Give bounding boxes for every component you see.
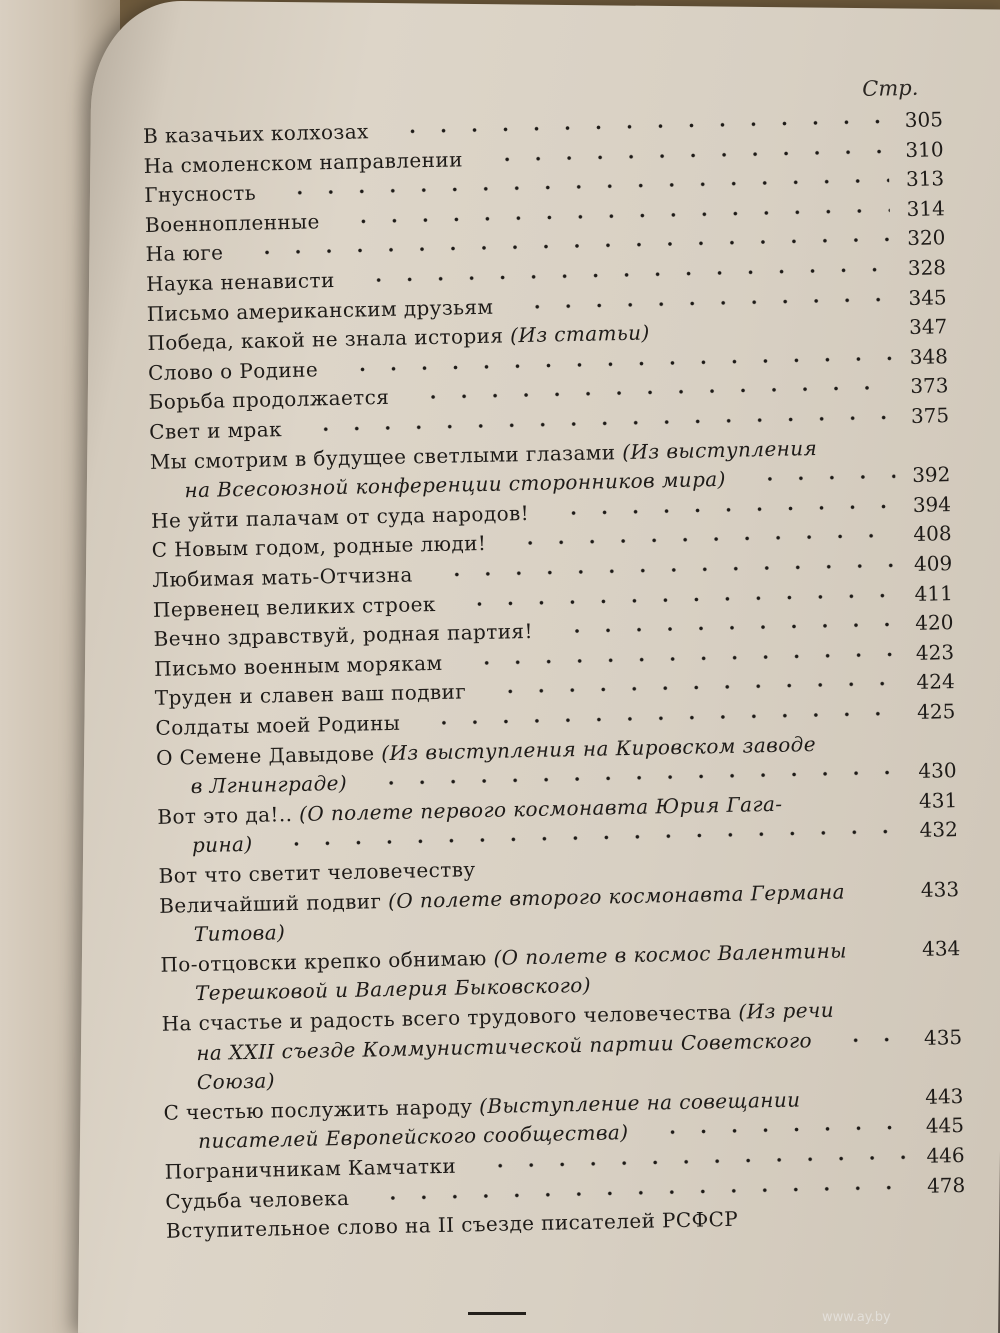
entry-page-number: 420 — [915, 610, 954, 636]
entry-continuation: рина) — [191, 832, 253, 858]
entry-title-text: Письмо американским друзьям — [146, 294, 494, 326]
dot-leader — [522, 297, 892, 309]
entry-page-number: 320 — [906, 225, 946, 251]
entry-title-text: Гнусность — [144, 180, 257, 208]
entry-subtitle: (Из речи — [731, 997, 835, 1024]
dot-leader — [429, 711, 901, 725]
entry-page-number: 314 — [906, 196, 946, 221]
dot-leader — [840, 1037, 907, 1042]
entry-title-text: Мы смотрим в будущее светлыми глазами — [149, 439, 616, 474]
entry-page-number: 446 — [926, 1143, 965, 1168]
entry-title-text: В казачьих колхозах — [142, 119, 369, 148]
entry-title-text: Любимая мать-Отчизна — [152, 562, 413, 592]
entry-title-text: На смоленском направлении — [143, 146, 464, 178]
dot-leader — [657, 1126, 909, 1135]
entry-title-text: Вот что светит человечеству — [158, 857, 476, 888]
dot-leader — [281, 830, 903, 847]
entry-page-number: 347 — [908, 314, 948, 340]
entry-page-number: 411 — [914, 580, 954, 606]
entry-page-number: 435 — [923, 1024, 963, 1050]
entry-page-number: 310 — [905, 136, 944, 162]
watermark: www.ay.by — [822, 1310, 891, 1325]
dot-leader — [491, 149, 888, 161]
entry-title — [143, 117, 369, 151]
dot-leader — [558, 504, 896, 515]
entry-title-text: На юге — [145, 240, 224, 267]
dot-leader — [515, 534, 897, 546]
entry-continuation: в Лгнинграде) — [190, 771, 348, 799]
entry-page-number: 394 — [912, 491, 952, 517]
entry-page-number: 434 — [921, 935, 961, 961]
entry-title-text: По-отцовски крепко обнимаю — [160, 945, 487, 977]
entry-page-number: 313 — [905, 166, 945, 192]
dot-leader — [464, 593, 898, 606]
dot-leader — [376, 770, 902, 785]
entry-title-text: О Семене Давыдове — [155, 740, 375, 770]
entry-continuation: Терешковой и Валерия Быковского) — [194, 973, 592, 1006]
dot-leader — [363, 267, 891, 282]
entry-page-number: 375 — [910, 403, 950, 428]
dot-leader — [495, 682, 900, 694]
entry-page-number: 305 — [904, 107, 944, 133]
entry-page-number: 392 — [911, 462, 951, 488]
entry-page-number: 424 — [916, 669, 955, 695]
entry-subtitle: (О полете в космос Валентины — [486, 938, 848, 970]
entry-page-number: 425 — [916, 699, 956, 724]
entry-title — [144, 179, 256, 210]
entry-title — [149, 415, 282, 447]
entry-title-text: С Новым годом, родные люди! — [151, 531, 487, 563]
entry-title-text: Величайший подвиг — [158, 888, 382, 918]
entry-title — [146, 266, 335, 299]
page-column-header: Стр. — [862, 75, 919, 101]
entry-title-text: Письмо военным морякам — [153, 650, 443, 681]
entry-title — [145, 239, 223, 270]
entry-page-number: 478 — [926, 1172, 966, 1198]
footer-rule — [468, 1312, 526, 1315]
entry-page-number: 430 — [918, 758, 957, 784]
dot-leader — [285, 179, 890, 196]
entry-continuation: Титова) — [193, 920, 286, 947]
entry-title-text: Слово о Родине — [147, 357, 319, 385]
entry-title-text: Вечно здравствуй, родная партия! — [153, 619, 534, 652]
entry-title-text: Судьба человека — [165, 1185, 350, 1214]
dot-leader — [347, 356, 893, 371]
entry-continuation: на Всесоюзной конференции сторонников мира) — [184, 467, 727, 503]
entry-title-text: Пограничникам Камчатки — [164, 1153, 457, 1184]
entry-subtitle: (Из статьи) — [503, 320, 650, 348]
entry-page-number: 345 — [908, 284, 947, 310]
entry-title — [155, 709, 400, 743]
entry-subtitle: (Выступление на совещании — [472, 1087, 801, 1119]
entry-page-number: 423 — [915, 639, 955, 665]
entry-title-text: Свет и мрак — [149, 417, 283, 444]
entry-title-text: С честью послужить народу — [163, 1094, 473, 1125]
dot-leader — [471, 652, 899, 665]
entry-continuation: на XXII съезде Коммунистической партии Советского — [196, 1027, 813, 1065]
dot-leader — [418, 386, 894, 400]
entry-title — [148, 355, 319, 388]
dot-leader — [561, 622, 898, 633]
entry-subtitle: (О полете второго космонавта Германа — [381, 879, 846, 913]
dot-leader — [311, 415, 895, 431]
dot-leader — [397, 119, 888, 133]
entry-title-text: Труден и славен ваш подвиг — [154, 679, 467, 711]
entry-title — [152, 560, 413, 594]
entry-page-number: 432 — [919, 817, 959, 843]
entry-title-text: Наука ненависти — [145, 268, 335, 296]
entry-title — [148, 383, 389, 417]
entry-continuation: Союза) — [196, 1068, 276, 1095]
entry-page-number: 431 — [918, 787, 958, 813]
entry-title-text: Вступительное слово на II съезде писателей РСФСР — [165, 1206, 739, 1243]
entry-page-number: 433 — [920, 876, 960, 902]
entry-page-number: 348 — [909, 343, 949, 369]
dot-leader — [348, 208, 890, 223]
dot-leader — [252, 238, 890, 255]
dot-leader — [754, 474, 895, 481]
dot-leader — [378, 1185, 910, 1200]
entry-title — [145, 207, 320, 240]
entry-page-number: 443 — [924, 1083, 964, 1109]
entry-subtitle: (Из выступления — [615, 435, 818, 464]
entry-title-text: Военнопленные — [144, 209, 320, 237]
entry-page-number: 445 — [925, 1113, 965, 1139]
entry-subtitle: (Из выступления на Кировском заводе — [374, 731, 817, 765]
dot-leader — [485, 1155, 910, 1168]
entry-title-text: Не уйти палачам от суда народов! — [150, 500, 530, 533]
entry-title-text: Победа, какой не знала история — [147, 323, 504, 356]
entry-page-number: 408 — [913, 521, 952, 547]
entry-continuation: писателей Европейского сообщества) — [197, 1120, 629, 1154]
entry-page-number: 409 — [913, 551, 953, 576]
entry-subtitle: (О полете первого космонавта Юрия Гага- — [292, 791, 783, 826]
dot-leader — [441, 563, 897, 577]
entry-title — [165, 1184, 349, 1217]
entry-title-text: Борьба продолжается — [148, 385, 390, 415]
entry-title-text: Первенец великих строек — [152, 591, 437, 622]
entry-title-text: Вот это да!.. — [157, 801, 293, 829]
entry-page-number: 373 — [910, 373, 949, 399]
entry-page-number: 328 — [907, 255, 947, 280]
entry-title-text: На счастье и радость всего трудового человечества — [161, 999, 732, 1036]
entry-title-text: Солдаты моей Родины — [155, 710, 401, 740]
